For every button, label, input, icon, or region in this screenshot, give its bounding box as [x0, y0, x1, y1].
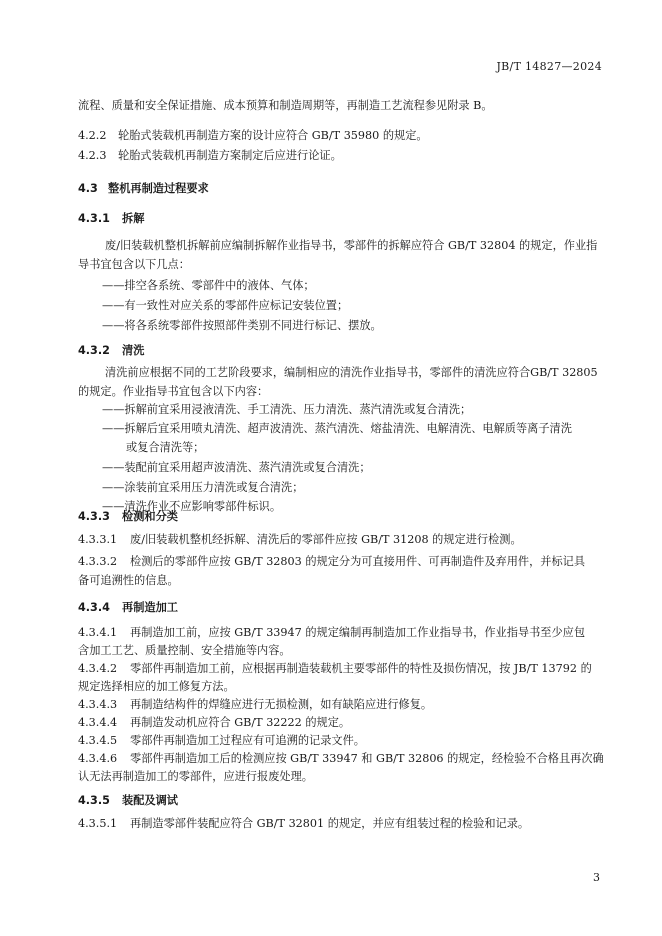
clause-4-3-4-4 [78, 714, 350, 730]
clause-number: 4.3.4.3 [78, 698, 118, 711]
clause-number: 4.3.4.6 [78, 752, 118, 765]
clause-4-3-4-6-continuation: 认无法再制造加工的零部件，应进行报废处理。 [78, 770, 313, 783]
paragraph-432-line1: 清洗前应根据不同的工艺阶段要求，编制相应的清洗作业指导书，零部件的清洗应符合GB/T 32805 [105, 366, 598, 379]
section-number: 4.3 [78, 182, 98, 195]
clause-text: 再制造加工前，应按 GB/T 33947 的规定编制再制造加工作业指导书，作业指导书至少应包 [130, 626, 586, 639]
clause-text: 再制造零部件装配应符合 GB/T 32801 的规定，并应有组装过程的检验和记录。 [130, 817, 530, 830]
section-number: 4.3.2 [78, 344, 110, 357]
section-number: 4.3.5 [78, 794, 110, 807]
section-4-3-heading [78, 180, 209, 196]
list-item: ——装配前宜采用超声波清洗、蒸汽清洗或复合清洗； [102, 461, 371, 474]
list-item-continuation: 或复合清洗等； [126, 441, 205, 454]
paragraph-431-line2: 导书宜包含以下几点： [78, 258, 190, 271]
clause-text: 轮胎式装载机再制造方案制定后应进行论证。 [118, 149, 342, 162]
section-title: 检测和分类 [122, 510, 178, 523]
standard-code-header: JB/T 14827—2024 [496, 60, 602, 73]
clause-4-3-3-1 [78, 531, 522, 547]
clause-text: 零部件再制造加工前，应根据再制造装载机主要零部件的特性及损伤情况，按 JB/T 13792 的 [130, 662, 592, 675]
section-4-3-3-heading [78, 508, 178, 524]
clause-text: 轮胎式装载机再制造方案的设计应符合 GB/T 35980 的规定。 [118, 129, 428, 142]
clause-4-3-4-1 [78, 624, 585, 640]
clause-4-3-3-2-continuation: 备可追溯性的信息。 [78, 574, 179, 587]
section-title: 再制造加工 [122, 601, 178, 614]
section-number: 4.3.1 [78, 212, 110, 225]
paragraph-432-line2: 的规定。作业指导书宜包含以下内容： [78, 385, 269, 398]
section-title: 清洗 [122, 344, 145, 357]
list-item: ——清洗作业不应影响零部件标识。 [102, 500, 282, 513]
list-item: ——将各系统零部件按照部件类别不同进行标记、摆放。 [102, 319, 382, 332]
list-item: ——涂装前宜采用压力清洗或复合清洗； [102, 481, 304, 494]
clause-text: 零部件再制造加工过程应有可追溯的记录文件。 [130, 734, 365, 747]
clause-4-3-4-1-continuation: 含加工工艺、质量控制、安全措施等内容。 [78, 644, 291, 657]
clause-4-3-4-3 [78, 696, 432, 712]
clause-number: 4.3.3.2 [78, 555, 118, 568]
section-title: 整机再制造过程要求 [108, 182, 209, 195]
clause-number: 4.3.4.1 [78, 626, 118, 639]
clause-4-3-4-5 [78, 732, 365, 748]
clause-text: 废/旧装载机整机经拆解、清洗后的零部件应按 GB/T 31208 的规定进行检测。 [130, 533, 522, 546]
list-item: ——排空各系统、零部件中的液体、气体； [102, 279, 315, 292]
clause-number: 4.2.3 [78, 149, 107, 162]
section-4-3-2-heading [78, 342, 144, 358]
clause-4-2-3 [78, 147, 342, 163]
clause-text: 再制造结构件的焊缝应进行无损检测，如有缺陷应进行修复。 [130, 698, 433, 711]
section-number: 4.3.3 [78, 510, 110, 523]
section-title: 拆解 [122, 212, 145, 225]
list-item: ——拆解后宜采用喷丸清洗、超声波清洗、蒸汽清洗、熔盐清洗、电解清洗、电解质等离子清洗 [102, 422, 572, 435]
list-item: ——拆解前宜采用浸液清洗、手工清洗、压力清洗、蒸汽清洗或复合清洗； [102, 403, 472, 416]
clause-4-3-4-2-continuation: 规定选择相应的加工修复方法。 [78, 680, 235, 693]
clause-number: 4.3.5.1 [78, 817, 118, 830]
clause-number: 4.3.4.4 [78, 716, 118, 729]
clause-4-3-5-1 [78, 815, 529, 831]
clause-text: 检测后的零部件应按 GB/T 32803 的规定分为可直接用件、可再制造件及弃用件，并标记具 [130, 555, 586, 568]
section-4-3-4-heading [78, 599, 178, 615]
section-4-3-1-heading [78, 210, 144, 226]
clause-4-3-4-2 [78, 660, 592, 676]
section-number: 4.3.4 [78, 601, 110, 614]
clause-number: 4.2.2 [78, 129, 107, 142]
paragraph-431-line1: 废/旧装载机整机拆解前应编制拆解作业指导书，零部件的拆解应符合 GB/T 32804 的规定，作业指 [105, 239, 598, 252]
clause-4-2-2 [78, 127, 428, 143]
list-item: ——有一致性对应关系的零部件应标记安装位置； [102, 299, 349, 312]
clause-text: 再制造发动机应符合 GB/T 32222 的规定。 [130, 716, 351, 729]
section-4-3-5-heading [78, 792, 178, 808]
page-number: 3 [593, 871, 600, 884]
section-title: 装配及调试 [122, 794, 178, 807]
clause-number: 4.3.3.1 [78, 533, 118, 546]
clause-text: 零部件再制造加工后的检测应按 GB/T 33947 和 GB/T 32806 的规定，经检验不合格且再次确 [130, 752, 604, 765]
paragraph-flow: 流程、质量和安全保证措施、成本预算和制造周期等，再制造工艺流程参见附录 B。 [78, 99, 493, 112]
clause-number: 4.3.4.5 [78, 734, 118, 747]
clause-4-3-3-2 [78, 553, 585, 569]
clause-number: 4.3.4.2 [78, 662, 118, 675]
clause-4-3-4-6 [78, 750, 604, 766]
